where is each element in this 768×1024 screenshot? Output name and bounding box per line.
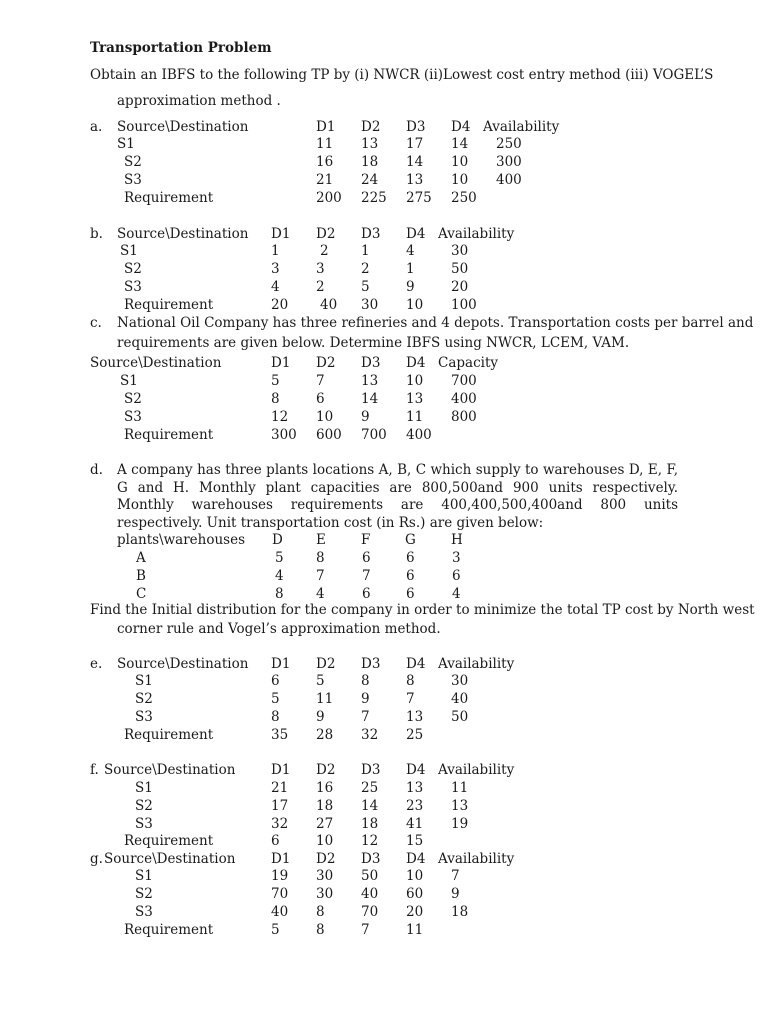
table-cell: 7 [316,568,325,584]
row-label: S2 [124,261,142,277]
table-cell: 5 [271,373,280,389]
table-cell: 12 [271,409,289,425]
header-cell: D4 [406,355,426,371]
row-label: S1 [135,673,153,689]
table-cell: 6 [362,586,371,602]
table-cell: 8 [275,586,284,602]
table-cell: 25 [406,727,424,743]
table-cell: 13 [451,798,469,814]
table-cell: 8 [316,904,325,920]
table-cell: 400 [451,391,477,407]
row-label: S3 [135,904,153,920]
table-cell: 9 [406,279,415,295]
table-cell: 18 [316,798,334,814]
header-cell: D3 [406,119,426,135]
table-cell: 13 [406,709,424,725]
table-cell: 10 [316,833,334,849]
row-label: S3 [124,279,142,295]
table-cell: 7 [362,568,371,584]
row-label: Requirement [124,727,214,743]
header-cell: Source\Destination [104,762,236,778]
table-cell: 6 [362,550,371,566]
header-cell: D4 [406,762,426,778]
table-cell: 5 [275,550,284,566]
table-cell: 60 [406,886,424,902]
table-cell: 12 [361,833,379,849]
table-cell: 10 [451,154,469,170]
table-cell: 10 [406,868,424,884]
table-cell: 20 [271,297,289,313]
header-cell: D3 [361,851,381,867]
table-cell: 30 [451,243,469,259]
table-cell: 17 [271,798,289,814]
table-cell: 400 [496,172,522,188]
table-cell: 5 [361,279,370,295]
table-cell: 14 [406,154,424,170]
table-cell: 41 [406,816,424,832]
table-cell: 8 [406,673,415,689]
table-cell: 10 [316,409,334,425]
row-label: A [136,550,146,566]
header-cell: D1 [316,119,336,135]
table-cell: 11 [316,691,334,707]
table-cell: 8 [271,709,280,725]
table-cell: 13 [406,172,424,188]
row-label: Requirement [124,833,214,849]
header-cell: D2 [361,119,381,135]
table-cell: 23 [406,798,424,814]
table-cell: 10 [406,297,424,313]
table-cell: 7 [451,868,460,884]
table-cell: 225 [361,190,387,206]
table-cell: 6 [271,673,280,689]
header-cell: Availability [438,226,515,242]
header-cell: D3 [361,762,381,778]
header-cell: Capacity [438,355,498,371]
table-cell: 11 [406,922,424,938]
find-text-line-2: corner rule and Vogel’s approximation method. [117,621,441,637]
header-cell: D4 [406,851,426,867]
header-cell: D1 [271,656,291,672]
problem-text: A company has three plants locations A, B, C which supply to warehouses D, E, F, G and H. Monthly plant capacities are 800,500and 900 units respectively. Monthly warehouses requirements are 400,400,500,400and 800 units respectively. Unit transportation cost (in Rs.) are given below: [117,462,678,531]
header-cell: D1 [271,762,291,778]
header-cell: Availability [438,762,515,778]
table-cell: 7 [361,922,370,938]
row-label: S2 [135,691,153,707]
page-title: Transportation Problem [90,40,272,56]
header-cell: H [451,532,463,548]
table-cell: 4 [406,243,415,259]
problem-marker: g. [90,851,103,867]
header-cell: D4 [406,226,426,242]
table-cell: 7 [361,709,370,725]
row-label: C [136,586,147,602]
header-cell: D [272,532,283,548]
table-cell: 18 [361,816,379,832]
table-cell: 6 [406,586,415,602]
table-cell: 32 [271,816,289,832]
table-cell: 14 [361,391,379,407]
table-cell: 3 [316,261,325,277]
row-label: S1 [120,243,138,259]
problem-marker: f. [90,762,99,778]
problem-marker: b. [90,226,103,242]
table-cell: 18 [451,904,469,920]
table-cell: 400 [406,427,432,443]
table-cell: 1 [406,261,415,277]
table-cell: 21 [316,172,334,188]
table-cell: 14 [361,798,379,814]
header-cell: D1 [271,226,291,242]
row-label: Requirement [124,190,214,206]
table-cell: 3 [452,550,461,566]
table-cell: 13 [406,780,424,796]
table-cell: 100 [451,297,477,313]
table-cell: 5 [316,673,325,689]
header-cell: D1 [271,851,291,867]
header-cell: Availability [483,119,560,135]
header-cell: E [316,532,326,548]
table-cell: 200 [316,190,342,206]
problem-marker: a. [90,119,103,135]
table-cell: 50 [361,868,379,884]
problem-text-line-2: requirements are given below. Determine IBFS using NWCR, LCEM, VAM. [117,335,630,351]
table-cell: 1 [361,243,370,259]
problem-text-line-1: National Oil Company has three refineries and 4 depots. Transportation costs per barrel and [117,315,754,331]
table-cell: 6 [271,833,280,849]
table-cell: 40 [271,904,289,920]
table-cell: 1 [271,243,280,259]
header-cell: Source\Destination [117,656,249,672]
table-cell: 13 [361,136,379,152]
table-cell: 10 [451,172,469,188]
table-cell: 24 [361,172,379,188]
header-cell: F [361,532,371,548]
table-cell: 9 [361,691,370,707]
table-cell: 21 [271,780,289,796]
table-cell: 3 [271,261,280,277]
problem-marker: d. [90,462,103,478]
header-cell: D2 [316,851,336,867]
row-label: Requirement [124,427,214,443]
header-cell: D2 [316,226,336,242]
table-cell: 16 [316,780,334,796]
table-cell: 35 [271,727,289,743]
table-cell: 70 [271,886,289,902]
row-label: S3 [124,409,142,425]
table-cell: 15 [406,833,424,849]
table-cell: 2 [316,279,325,295]
problem-marker: c. [90,315,102,331]
table-cell: 5 [271,691,280,707]
table-cell: 13 [406,391,424,407]
header-cell: D1 [271,355,291,371]
table-cell: 18 [361,154,379,170]
table-cell: 28 [316,727,334,743]
table-cell: 50 [451,261,469,277]
intro-line-1: Obtain an IBFS to the following TP by (i) NWCR (ii)Lowest cost entry method (iii) VOGEL’S [90,67,714,83]
header-cell: Availability [438,851,515,867]
table-cell: 40 [320,297,338,313]
table-cell: 30 [361,297,379,313]
table-cell: 300 [496,154,522,170]
header-cell: G [405,532,416,548]
row-label: S2 [124,154,142,170]
problem-marker: e. [90,656,103,672]
header-cell: D3 [361,226,381,242]
table-cell: 19 [271,868,289,884]
header-cell: D2 [316,762,336,778]
row-label: S1 [117,136,135,152]
header-cell: Source\Destination [90,355,222,371]
table-cell: 6 [406,568,415,584]
table-cell: 2 [361,261,370,277]
row-label: S3 [135,816,153,832]
table-cell: 40 [361,886,379,902]
row-label: S1 [135,868,153,884]
header-cell: D4 [451,119,471,135]
table-cell: 700 [361,427,387,443]
table-cell: 5 [271,922,280,938]
table-cell: 32 [361,727,379,743]
table-cell: 8 [361,673,370,689]
header-cell: Source\Destination [104,851,236,867]
table-cell: 6 [316,391,325,407]
table-cell: 20 [451,279,469,295]
header-cell: plants\warehouses [117,532,246,548]
header-cell: D4 [406,656,426,672]
table-cell: 250 [496,136,522,152]
table-cell: 6 [452,568,461,584]
table-cell: 800 [451,409,477,425]
table-cell: 70 [361,904,379,920]
table-cell: 10 [406,373,424,389]
table-cell: 8 [316,550,325,566]
row-label: S1 [135,780,153,796]
table-cell: 7 [316,373,325,389]
header-cell: Availability [438,656,515,672]
row-label: S2 [124,391,142,407]
header-cell: D2 [316,355,336,371]
header-cell: Source\Destination [117,119,249,135]
intro-line-2: approximation method . [117,93,281,109]
table-cell: 27 [316,816,334,832]
find-text-line-1: Find the Initial distribution for the company in order to minimize the total TP cost by North west [90,602,755,618]
table-cell: 9 [316,709,325,725]
row-label: S3 [124,172,142,188]
table-cell: 4 [316,586,325,602]
table-cell: 13 [361,373,379,389]
row-label: Requirement [124,922,214,938]
table-cell: 8 [271,391,280,407]
row-label: Requirement [124,297,214,313]
header-cell: D3 [361,355,381,371]
table-cell: 275 [406,190,432,206]
table-cell: 30 [316,868,334,884]
table-cell: 6 [406,550,415,566]
table-cell: 4 [275,568,284,584]
table-cell: 8 [316,922,325,938]
table-cell: 14 [451,136,469,152]
table-cell: 19 [451,816,469,832]
table-cell: 9 [451,886,460,902]
row-label: S2 [135,886,153,902]
row-label: S1 [120,373,138,389]
table-cell: 40 [451,691,469,707]
table-cell: 2 [320,243,329,259]
table-cell: 16 [316,154,334,170]
table-cell: 700 [451,373,477,389]
table-cell: 4 [271,279,280,295]
table-cell: 300 [271,427,297,443]
table-cell: 11 [406,409,424,425]
table-cell: 25 [361,780,379,796]
row-label: B [136,568,146,584]
table-cell: 11 [451,780,469,796]
table-cell: 4 [452,586,461,602]
header-cell: D3 [361,656,381,672]
table-cell: 250 [451,190,477,206]
table-cell: 600 [316,427,342,443]
table-cell: 30 [451,673,469,689]
row-label: S3 [135,709,153,725]
row-label: S2 [135,798,153,814]
table-cell: 50 [451,709,469,725]
table-cell: 17 [406,136,424,152]
header-cell: D2 [316,656,336,672]
table-cell: 11 [316,136,334,152]
table-cell: 7 [406,691,415,707]
table-cell: 30 [316,886,334,902]
table-cell: 9 [361,409,370,425]
header-cell: Source\Destination [117,226,249,242]
table-cell: 20 [406,904,424,920]
